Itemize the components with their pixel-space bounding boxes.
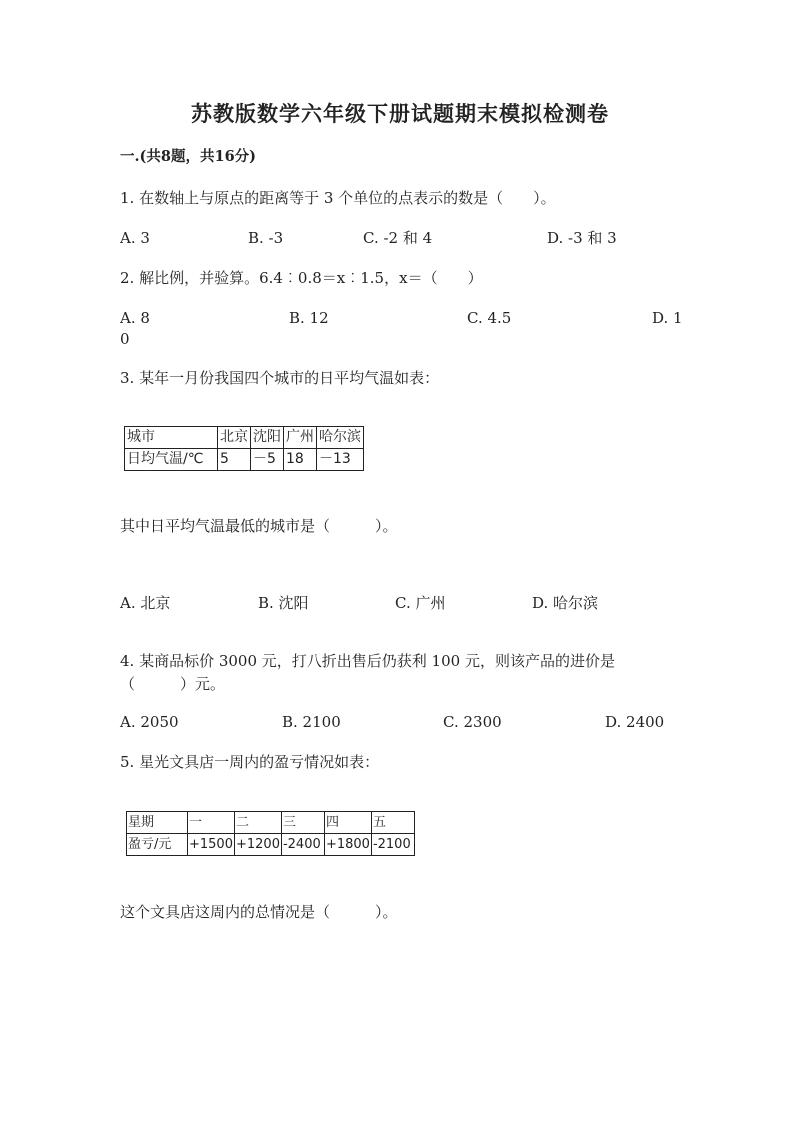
q2-option-c: C. 4.5 bbox=[467, 309, 512, 327]
q1-option-a: A. 3 bbox=[120, 229, 150, 247]
table-cell: +1500 bbox=[188, 834, 235, 856]
q1-option-c: C. -2 和 4 bbox=[363, 229, 433, 247]
table-cell: +1200 bbox=[234, 834, 281, 856]
table-cell: 北京 bbox=[218, 427, 251, 449]
question-4-stem-line2: （ ）元。 bbox=[120, 675, 226, 693]
question-5-text: 这个文具店这周内的总情况是（ ）。 bbox=[120, 903, 398, 921]
table-cell: 二 bbox=[234, 812, 281, 834]
q4-option-d: D. 2400 bbox=[605, 713, 665, 731]
table-cell: -2400 bbox=[281, 834, 324, 856]
question-3-text: 其中日平均气温最低的城市是（ ）。 bbox=[120, 517, 398, 535]
q1-option-d: D. -3 和 3 bbox=[547, 229, 617, 247]
table-cell: 18 bbox=[284, 449, 317, 471]
table-cell: +1800 bbox=[324, 834, 371, 856]
q3-option-d: D. 哈尔滨 bbox=[532, 594, 599, 612]
table-cell: －13 bbox=[317, 449, 364, 471]
q3-option-a: A. 北京 bbox=[120, 594, 171, 612]
q4-option-b: B. 2100 bbox=[282, 713, 341, 731]
table-row bbox=[127, 834, 415, 856]
question-2-stem: 2. 解比例，并验算。6.4︰0.8＝x︰1.5，x＝（ ） bbox=[120, 269, 483, 287]
q2-option-a: A. 8 bbox=[120, 309, 150, 327]
q4-option-a: A. 2050 bbox=[120, 713, 179, 731]
q3-option-c: C. 广州 bbox=[395, 594, 446, 612]
question-5-stem: 5. 星光文具店一周内的盈亏情况如表： bbox=[120, 753, 380, 771]
table-cell: －5 bbox=[251, 449, 284, 471]
table-cell: 四 bbox=[324, 812, 371, 834]
table-cell: 盈亏/元 bbox=[127, 834, 188, 856]
table-cell: -2100 bbox=[371, 834, 414, 856]
q3-option-b: B. 沈阳 bbox=[258, 594, 309, 612]
q4-option-c: C. 2300 bbox=[443, 713, 502, 731]
q2-option-d: D. 1 bbox=[652, 309, 683, 327]
section-heading: 一.(共8题，共16分) bbox=[120, 148, 257, 165]
q1-option-b: B. -3 bbox=[248, 229, 284, 247]
question-1-stem: 1. 在数轴上与原点的距离等于 3 个单位的点表示的数是（ ）。 bbox=[120, 189, 556, 207]
profit-loss-table bbox=[126, 811, 415, 856]
table-cell: 一 bbox=[188, 812, 235, 834]
q2-option-b: B. 12 bbox=[289, 309, 329, 327]
table-cell: 哈尔滨 bbox=[317, 427, 364, 449]
question-4-stem-line1: 4. 某商品标价 3000 元，打八折出售后仍获利 100 元，则该产品的进价是 bbox=[120, 652, 615, 670]
table-cell: 城市 bbox=[125, 427, 218, 449]
table-cell: 三 bbox=[281, 812, 324, 834]
q2-option-d-wrap: 0 bbox=[120, 330, 130, 348]
table-cell: 广州 bbox=[284, 427, 317, 449]
table-row bbox=[127, 812, 415, 834]
table-cell: 五 bbox=[371, 812, 414, 834]
city-temperature-table bbox=[124, 426, 364, 471]
table-cell: 沈阳 bbox=[251, 427, 284, 449]
table-cell: 星期 bbox=[127, 812, 188, 834]
table-cell: 日均气温/℃ bbox=[125, 449, 218, 471]
table-row bbox=[125, 449, 364, 471]
table-cell: 5 bbox=[218, 449, 251, 471]
table-row bbox=[125, 427, 364, 449]
page-title: 苏教版数学六年级下册试题期末模拟检测卷 bbox=[191, 101, 609, 126]
question-3-stem: 3. 某年一月份我国四个城市的日平均气温如表： bbox=[120, 369, 440, 387]
